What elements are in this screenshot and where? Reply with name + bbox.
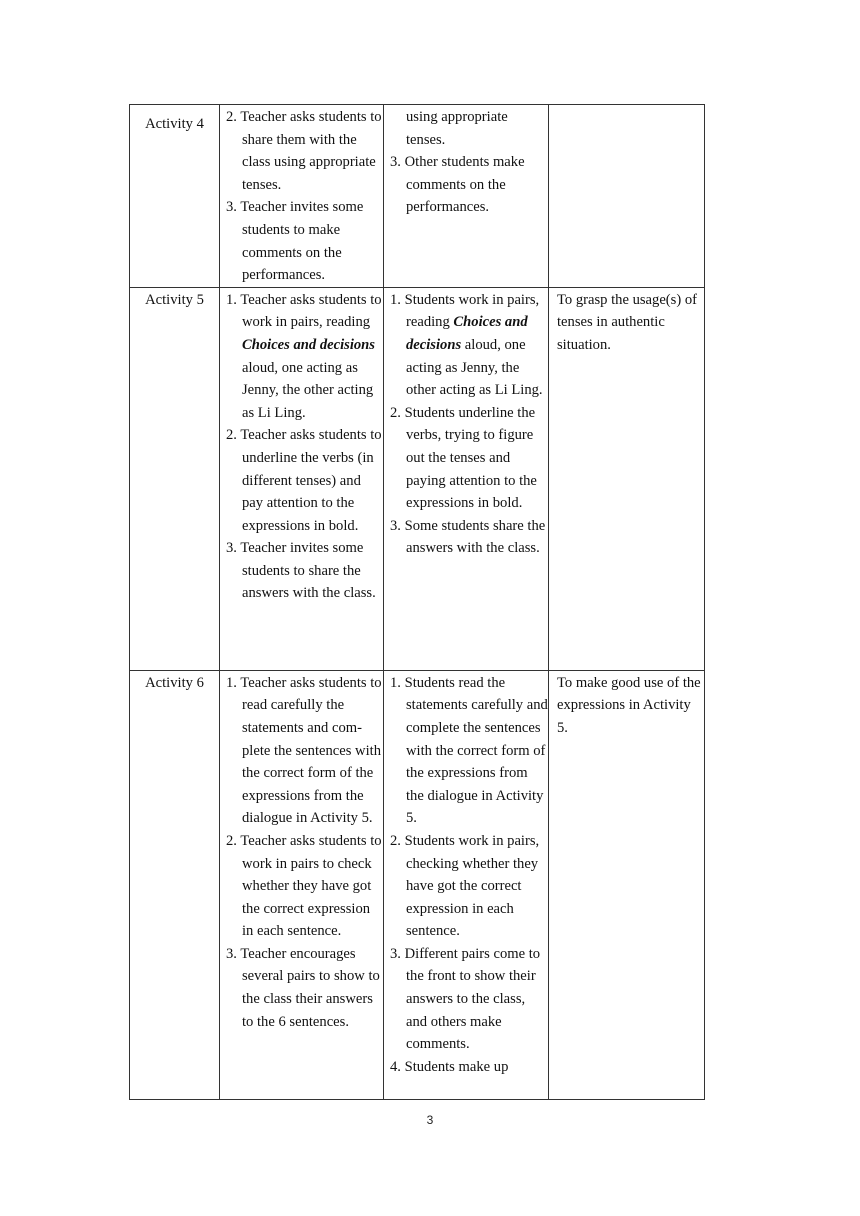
list-item [390,106,548,151]
list-item [390,830,548,943]
item-number: 3. [390,945,405,962]
item-text: Students read the statements carefully and complete the sentences with the correct form of the expressions from the dialogue in Activity 5. [404,674,548,827]
list-item [226,106,383,196]
item-number: 2. [226,427,241,444]
item-text: Other students make comments on the performances. [404,154,525,216]
list-item [226,943,383,1033]
list-item [226,196,383,286]
student-activity-cell [384,287,549,670]
item-number: 2. [226,832,241,849]
list-item [390,402,548,515]
item-number: 3. [226,540,241,557]
item-number: 3. [226,199,241,216]
objective-text: To grasp the usage(s) of tenses in authentic situation. [557,291,698,353]
activity-label: Activity 6 [130,670,220,1099]
item-text: Teacher asks students to read carefully the statements and com-plete the sentences with the correct form of the expressions from the dialogue in Activity 5. [240,674,382,827]
item-number: 1. [226,674,241,691]
emphasized-title: Choices and decisions [406,314,528,353]
item-text: Teacher asks students to work in pairs to check whether they have got the correct expression in each sentence. [240,832,382,940]
activity-label: Activity 5 [130,287,220,670]
item-text: aloud, one acting as Jenny, the other acting as Li Ling. [242,359,374,421]
item-text: Teacher asks students to underline the verbs (in different tenses) and pay attention to the expressions in bold. [240,427,382,534]
student-activity-cell [384,670,549,1099]
item-text: Teacher invites some students to make comments on the performances. [240,199,364,284]
lesson-plan-table [129,104,705,1100]
item-number: 3. [390,154,405,171]
teacher-activity-cell [220,287,384,670]
page-number: 3 [426,1113,434,1127]
item-text: Teacher asks students to share them with the class using appropriate tenses. [240,109,382,193]
item-text: Some students share the answers with the class. [404,517,546,557]
item-text: Students work in pairs, checking whether they have got the correct expression in each sentence. [404,832,540,940]
emphasized-title: Choices and decisions [242,336,375,353]
item-text: Students underline the verbs, trying to figure out the tenses and paying attention to the expressions in bold. [404,404,537,512]
list-item [226,537,383,605]
item-number: 4. [390,1058,405,1075]
item-text: Students make up [404,1058,509,1075]
list-item [226,424,383,537]
table-row [130,287,705,670]
item-number: 1. [390,291,405,308]
activity-label: Activity 4 [130,105,220,288]
item-number: 1. [390,674,405,691]
table-row [130,670,705,1099]
item-text: aloud, one acting as Jenny, the other acting as Li Ling. [406,336,543,399]
list-item [390,289,548,402]
teacher-activity-cell [220,670,384,1099]
teacher-activity-cell [220,105,384,288]
item-number: 2. [390,404,405,421]
list-item [390,151,548,219]
item-text: using appropriate tenses. [406,109,508,148]
item-number: 3. [226,945,241,962]
objective-text: To make good use of the expressions in Activity 5. [557,674,701,736]
list-item [390,1056,548,1079]
item-text: Teacher asks students to work in pairs, reading [240,291,382,331]
item-number: 2. [226,109,241,125]
item-text: Different pairs come to the front to show their answers to the class, and others make comments. [404,945,541,1053]
student-activity-cell [384,105,549,288]
objective-cell [549,670,705,1099]
objective-cell [549,105,705,288]
list-item [226,672,383,830]
list-item [226,830,383,943]
item-number: 3. [390,517,405,534]
item-number: 2. [390,832,405,849]
table-row [130,105,705,288]
list-item [390,515,548,560]
item-text: Teacher invites some students to share the answers with the class. [240,540,376,602]
objective-cell [549,287,705,670]
item-text: Teacher encourages several pairs to show to the class their answers to the 6 sentences. [240,945,380,1030]
list-item [226,289,383,425]
list-item [390,672,548,830]
item-text: Students work in pairs, reading [404,291,540,331]
item-number: 1. [226,291,241,308]
list-item [390,943,548,1056]
